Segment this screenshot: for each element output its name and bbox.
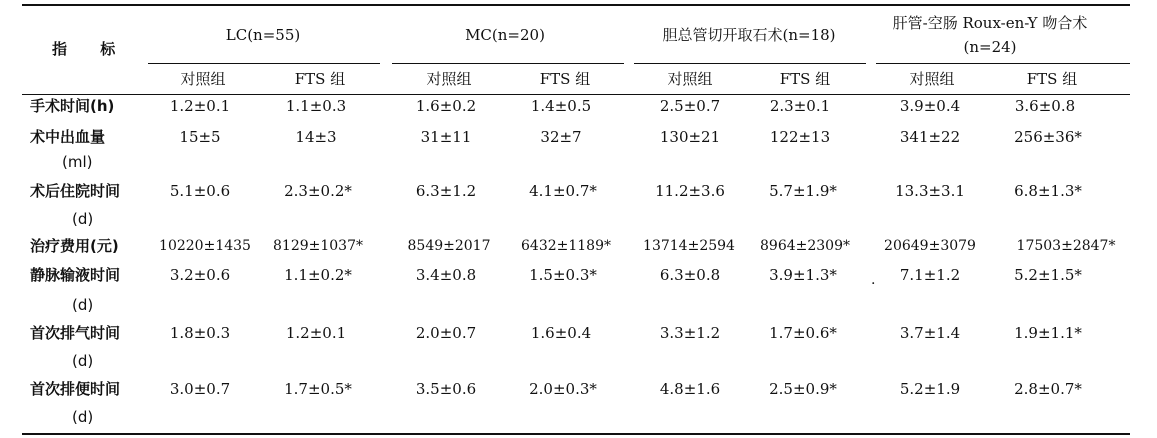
corner-label: 指 标 [52,40,130,58]
table-cell: 11.2±3.6 [655,182,725,200]
row-label-hospital-stay: 术后住院时间 [30,182,121,200]
table-cell: 1.6±0.2 [415,97,477,115]
table-cell: 10220±1435 [159,238,251,254]
table-cell: 5.2±1.9 [899,380,961,398]
table-cell: 31±11 [420,128,472,146]
table-cell: 3.4±0.8 [415,266,477,284]
table-cell: 2.0±0.3* [529,380,597,398]
table-cell: 13.3±3.1 [895,182,965,200]
table-cell: 2.3±0.2* [284,182,352,200]
header-rule [22,94,1130,95]
subheader-fts: FTS 组 [294,70,346,88]
table-cell: 1.7±0.6* [769,324,837,342]
table-cell: 1.5±0.3* [529,266,597,284]
table-cell: 256±36* [1014,128,1082,146]
table-cell: 2.5±0.7 [659,97,721,115]
top-rule [22,4,1130,6]
table-cell: 6.3±0.8 [659,266,721,284]
group-underline [876,63,1130,64]
group-header-roux: 肝管-空肠 Roux-en-Y 吻合术 [892,14,1088,32]
subheader-control: 对照组 [180,70,226,88]
table-cell: 4.1±0.7* [529,182,597,200]
table-cell: 32±7 [540,128,582,146]
bottom-rule [22,433,1130,435]
table-cell: 1.2±0.1 [285,324,347,342]
table-cell: 8129±1037* [273,238,363,254]
table-cell: 341±22 [899,128,961,146]
table-cell: 1.8±0.3 [169,324,231,342]
row-label-surgery-time: 手术时间(h) [30,97,115,115]
table-cell: 1.4±0.5 [530,97,592,115]
table-cell: 14±3 [295,128,337,146]
table-cell: 17503±2847* [1016,238,1116,254]
group-header-roux-n: (n=24) [963,38,1017,56]
table-cell: 2.8±0.7* [1014,380,1082,398]
table-cell: 2.0±0.7 [415,324,477,342]
table-cell: 2.3±0.1 [769,97,831,115]
table-cell: 3.0±0.7 [169,380,231,398]
table-cell: 1.2±0.1 [169,97,231,115]
table-cell: 3.3±1.2 [659,324,721,342]
table-cell: 3.7±1.4 [899,324,961,342]
group-header-cbd: 胆总管切开取石术(n=18) [662,26,836,44]
row-label-first-flatus: 首次排气时间 [30,324,121,342]
table-cell: 1.9±1.1* [1014,324,1082,342]
table-cell: 3.9±1.3* [769,266,837,284]
row-label-unit: (d) [72,352,94,370]
table-cell: 1.7±0.5* [284,380,352,398]
subheader-fts: FTS 组 [779,70,831,88]
group-underline [148,63,380,64]
row-label-treatment-cost: 治疗费用(元) [30,237,119,255]
stray-dot: . [871,272,876,288]
group-underline [392,63,624,64]
subheader-control: 对照组 [426,70,472,88]
table-cell: 5.2±1.5* [1014,266,1082,284]
table-cell: 6432±1189* [521,238,611,254]
row-label-first-defecation: 首次排便时间 [30,380,121,398]
table-cell: 3.9±0.4 [899,97,961,115]
row-label-unit: (d) [72,210,94,228]
table-cell: 13714±2594 [643,238,735,254]
table-cell: 3.6±0.8 [1014,97,1076,115]
table-cell: 2.5±0.9* [769,380,837,398]
table-cell: 6.8±1.3* [1014,182,1082,200]
row-label-unit: (d) [72,296,94,314]
table-cell: 8549±2017 [407,238,491,254]
table-cell: 3.2±0.6 [169,266,231,284]
table-cell: 20649±3079 [884,238,976,254]
subheader-fts: FTS 组 [539,70,591,88]
table-cell: 15±5 [179,128,221,146]
subheader-control: 对照组 [667,70,713,88]
group-header-lc: LC(n=55) [225,26,301,44]
table-cell: 7.1±1.2 [899,266,961,284]
row-label-unit: (d) [72,408,94,426]
table-cell: 5.1±0.6 [169,182,231,200]
subheader-control: 对照组 [909,70,955,88]
table-cell: 8964±2309* [760,238,850,254]
table-cell: 1.1±0.3 [285,97,347,115]
row-label-blood-loss: 术中出血量 [30,128,106,146]
table-cell: 5.7±1.9* [769,182,837,200]
subheader-fts: FTS 组 [1026,70,1078,88]
table-cell: 3.5±0.6 [415,380,477,398]
row-label-unit: (ml) [62,153,93,171]
group-header-mc: MC(n=20) [465,26,545,44]
table-cell: 130±21 [659,128,721,146]
table-cell: 1.6±0.4 [530,324,592,342]
table-cell: 122±13 [769,128,831,146]
row-label-iv-time: 静脉输液时间 [30,266,121,284]
table-cell: 4.8±1.6 [659,380,721,398]
table-cell: 1.1±0.2* [284,266,352,284]
group-underline [634,63,866,64]
table-cell: 6.3±1.2 [415,182,477,200]
